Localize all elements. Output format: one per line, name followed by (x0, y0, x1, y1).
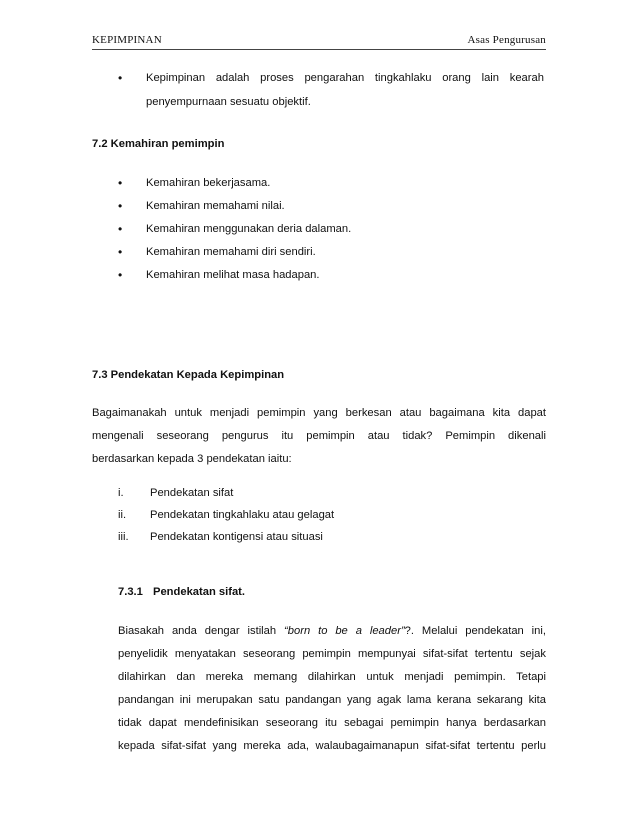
bullet-icon: • (118, 176, 123, 190)
skill-item: Kemahiran memahami diri sendiri. (146, 246, 316, 258)
para-line: mengenali seseorang pengurus itu pemimpin atau tidak? Pemimpin dikenali (92, 430, 546, 442)
page-header (92, 34, 546, 50)
list-number: i. (118, 487, 124, 499)
list-number: iii. (118, 531, 129, 543)
para-line: Bagaimanakah untuk menjadi pemimpin yang berkesan atau bagaimana kita dapat (92, 407, 546, 419)
intro-line-1 (146, 72, 544, 84)
word: tingkahlaku (374, 72, 432, 84)
word: Kepimpinan (146, 72, 206, 84)
skill-item: Kemahiran memahami nilai. (146, 200, 285, 212)
section-7-3-title: 7.3 Pendekatan Kepada Kepimpinan (92, 369, 285, 381)
skill-item: Kemahiran melihat masa hadapan. (146, 269, 320, 281)
bullet-icon: • (118, 268, 123, 282)
bullet-icon: • (118, 199, 123, 213)
para-line: penyelidik menyatakan seseorang pemimpin mempunyai sifat-sifat tertentu sejak (118, 648, 546, 660)
list-item: Pendekatan tingkahlaku atau gelagat (150, 509, 335, 521)
bullet-icon: • (118, 222, 123, 236)
header-left: KEPIMPINAN (92, 34, 162, 46)
bullet-icon: • (118, 245, 123, 259)
word: lain (481, 72, 499, 84)
subsection-number: 7.3.1 (118, 586, 143, 598)
skill-item: Kemahiran menggunakan deria dalaman. (146, 223, 352, 235)
intro-line-2: penyempurnaan sesuatu objektif. (146, 96, 311, 108)
header-right: Asas Pengurusan (467, 34, 546, 46)
section-7-2-title: 7.2 Kemahiran pemimpin (92, 138, 225, 150)
para-line: dilahirkan dan mereka memang dilahirkan untuk menjadi pemimpin. Tetapi (118, 671, 546, 683)
text-run: Biasakah anda dengar istilah (118, 625, 277, 637)
para-line: tidak dapat mendefinisikan seseorang itu sebagai pemimpin hanya berdasarkan (118, 717, 546, 729)
word: orang (442, 72, 471, 84)
list-number: ii. (118, 509, 127, 521)
skill-item: Kemahiran bekerjasama. (146, 177, 271, 189)
para-line: berdasarkan kepada 3 pendekatan iaitu: (92, 453, 292, 465)
word: proses (260, 72, 294, 84)
para-line (118, 625, 546, 637)
para-line: pandangan ini merupakan satu pandangan yang agak lama kerana sekarang kita (118, 694, 546, 706)
italic-phrase: “born to be a leader” (284, 625, 405, 637)
list-item: Pendekatan kontigensi atau situasi (150, 531, 323, 543)
text-run: ?. Melalui pendekatan ini, (404, 625, 546, 637)
word: adalah (215, 72, 250, 84)
bullet-icon: • (118, 71, 123, 85)
word: kearah (509, 72, 544, 84)
list-item: Pendekatan sifat (150, 487, 234, 499)
word: pengarahan (304, 72, 365, 84)
para-line: kepada sifat-sifat yang mereka ada, walaubagaimanapun sifat-sifat tertentu perlu (118, 740, 546, 752)
subsection-title: Pendekatan sifat. (153, 586, 246, 598)
